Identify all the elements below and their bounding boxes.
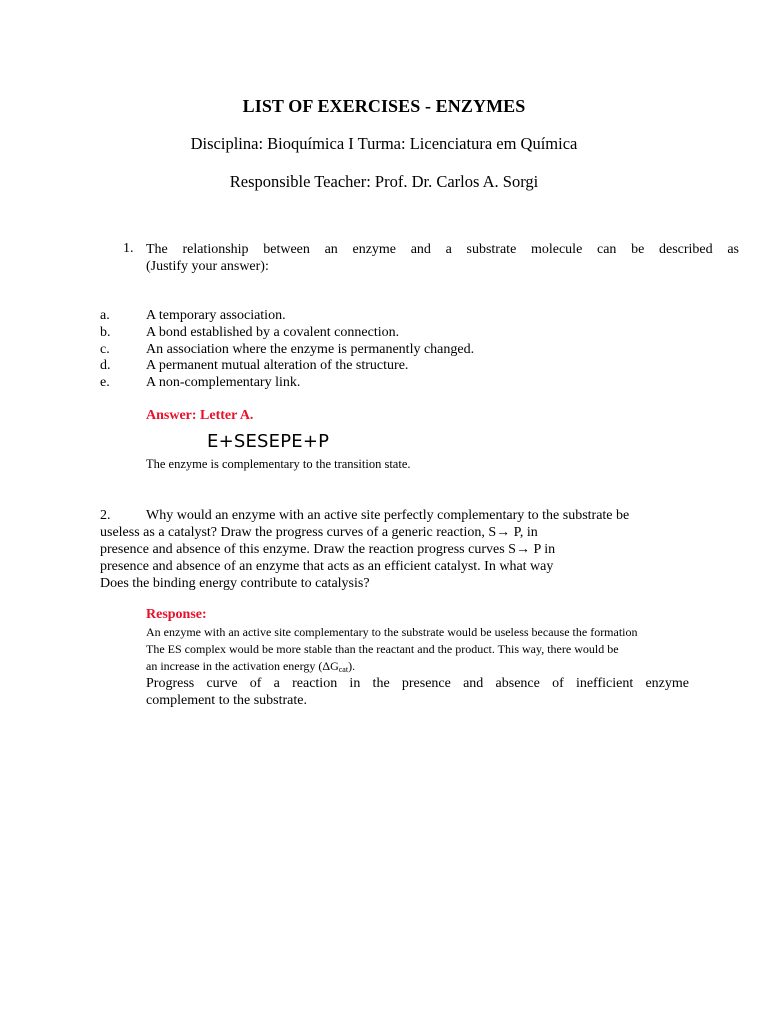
response-line-5: complement to the substrate. bbox=[146, 693, 307, 708]
discipline-line: Disciplina: Bioquímica I Turma: Licenciatura em Química bbox=[190, 134, 578, 153]
answer-label: Answer: Letter A. bbox=[146, 408, 254, 423]
question-1-text bbox=[146, 241, 739, 275]
reaction-equation: E+SESEPE+P bbox=[207, 431, 330, 452]
question-2-line-5: Does the binding energy contribute to catalysis? bbox=[100, 576, 370, 591]
option-c-text: An association where the enzyme is permanently changed. bbox=[146, 342, 475, 357]
option-d-text: A permanent mutual alteration of the structure. bbox=[146, 358, 409, 373]
question-2-line-3: presence and absence of this enzyme. Draw the reaction progress curves S→ P in bbox=[100, 542, 556, 557]
option-e-letter: e. bbox=[100, 375, 110, 390]
answer-explanation: The enzyme is complementary to the transition state. bbox=[146, 457, 411, 471]
question-1-line-2: (Justify your answer): bbox=[146, 259, 269, 274]
option-a-text: A temporary association. bbox=[146, 308, 286, 323]
option-e-text: A non-complementary link. bbox=[146, 375, 301, 390]
option-b-text: A bond established by a covalent connection. bbox=[146, 325, 400, 340]
question-2-line-1: 2. Why would an enzyme with an active site perfectly complementary to the substrate be bbox=[100, 508, 630, 523]
question-2-line-4: presence and absence of an enzyme that acts as an efficient catalyst. In what way bbox=[100, 559, 554, 574]
option-a-letter: a. bbox=[100, 308, 110, 323]
teacher-line: Responsible Teacher: Prof. Dr. Carlos A. Sorgi bbox=[229, 172, 539, 191]
response-line-4: Progress curve of a reaction in the presence and absence of inefficient enzyme bbox=[146, 676, 689, 691]
delta-g-subscript: cat bbox=[338, 665, 349, 674]
document-title: LIST OF EXERCISES - ENZYMES bbox=[242, 96, 526, 116]
question-1-line-1: The relationship between an enzyme and a substrate molecule can be described as bbox=[146, 242, 739, 257]
response-line-1: An enzyme with an active site complementary to the substrate would be useless because the formation bbox=[146, 625, 638, 639]
option-c-letter: c. bbox=[100, 342, 110, 357]
option-b-letter: b. bbox=[100, 325, 111, 340]
question-2-line-2: useless as a catalyst? Draw the progress curves of a generic reaction, S→ P, in bbox=[100, 525, 538, 540]
question-1-number: 1. bbox=[123, 241, 134, 256]
response-line-2: The ES complex would be more stable than the reactant and the product. This way, there would be bbox=[146, 642, 619, 656]
response-label: Response: bbox=[146, 607, 207, 622]
response-line-3: an increase in the activation energy (ΔGcat). bbox=[146, 659, 356, 674]
option-d-letter: d. bbox=[100, 358, 111, 373]
question-2-number: 2. bbox=[100, 508, 111, 523]
question-2-text bbox=[100, 507, 629, 592]
